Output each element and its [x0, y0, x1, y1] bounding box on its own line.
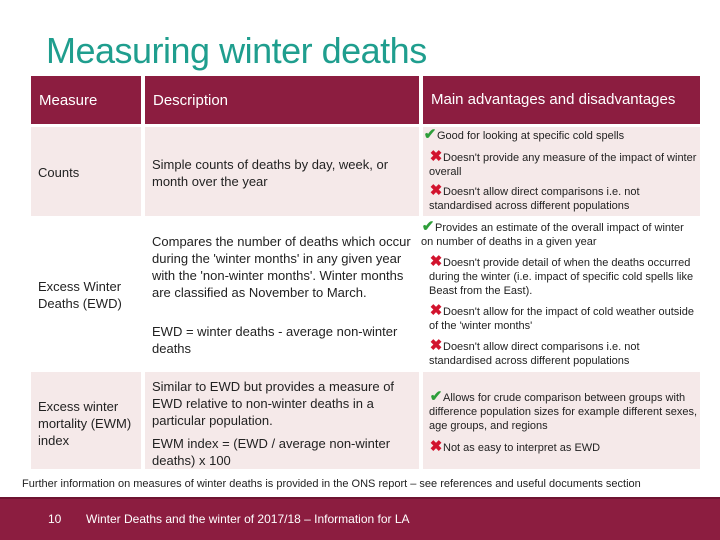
cross-icon: ✖: [429, 337, 443, 354]
description-ewm-1: Similar to EWD but provides a measure of EWD relative to non-winter deaths in a particular population.: [152, 379, 395, 428]
header-measure: [31, 76, 141, 124]
ewd-point-3-text: Doesn't allow for the impact of cold weather outside of the 'winter months': [429, 306, 694, 332]
check-icon: ✔: [423, 126, 437, 143]
measures-table: [31, 76, 700, 469]
ewd-point-1: [421, 218, 699, 249]
ewd-point-4-text: Doesn't allow direct comparisons i.e. not standardised across different populations: [429, 341, 640, 367]
check-icon: ✔: [429, 388, 443, 405]
cross-icon: ✖: [429, 182, 443, 199]
cross-icon: ✖: [429, 253, 443, 270]
cross-icon: ✖: [429, 148, 443, 165]
description-ewm-2: EWM index = (EWD / average non-winter deaths) x 100: [152, 436, 391, 468]
header-advantages: [423, 76, 700, 124]
ewd-point-3: [429, 302, 699, 333]
description-ewd-2: EWD = winter deaths - average non-winter deaths: [152, 324, 398, 356]
counts-point-3-text: Doesn't allow direct comparisons i.e. not standardised across different populations: [429, 186, 640, 212]
ewd-point-2-text: Doesn't provide detail of when the deaths occurred during the winter (i.e. impact of specific cold spells like Beast from the East).: [429, 257, 694, 297]
ewm-point-1: [429, 388, 699, 433]
ewd-point-2: [429, 253, 699, 298]
header-description: [145, 76, 419, 124]
counts-point-3: [429, 182, 699, 213]
counts-point-1: [423, 126, 698, 143]
cross-icon: ✖: [429, 302, 443, 319]
ewd-point-4: [429, 337, 699, 368]
ewd-point-1-text: Provides an estimate of the overall impact of winter on number of deaths in a given year: [421, 222, 684, 248]
footer-divider: [0, 497, 720, 499]
ewm-point-1-text: Allows for crude comparison between groups with difference population sizes for example different sexes, age groups, and regions: [429, 392, 698, 432]
measure-ewd: Excess Winter Deaths (EWD): [38, 279, 122, 311]
footer-title: Winter Deaths and the winter of 2017/18 – Information for LA: [86, 512, 410, 526]
ewm-point-2: [429, 438, 699, 455]
description-counts: Simple counts of deaths by day, week, or month over the year: [152, 157, 389, 189]
measure-ewm: Excess winter mortality (EWM) index: [38, 399, 132, 448]
counts-point-2: [429, 148, 699, 179]
header-measure-label: Measure: [39, 91, 98, 109]
measure-counts: Counts: [38, 165, 80, 180]
counts-point-1-text: Good for looking at specific cold spells: [437, 130, 625, 142]
header-advantages-label: Main advantages and disadvantages: [431, 91, 676, 108]
description-ewd-1: Compares the number of deaths which occur during the 'winter months' in any given year with the 'non-winter months'. Winter months are classified as November to March.: [152, 234, 411, 300]
header-description-label: Description: [153, 91, 229, 109]
footnote: Further information on measures of winter deaths is provided in the ONS report – see references and useful documents section: [22, 478, 641, 490]
check-icon: ✔: [421, 218, 435, 235]
ewm-point-2-text: Not as easy to interpret as EWD: [443, 442, 601, 454]
page-title: Measuring winter deaths: [46, 30, 427, 71]
counts-point-2-text: Doesn't provide any measure of the impact of winter overall: [429, 152, 697, 178]
page-number: 10: [48, 512, 62, 526]
cross-icon: ✖: [429, 438, 443, 455]
